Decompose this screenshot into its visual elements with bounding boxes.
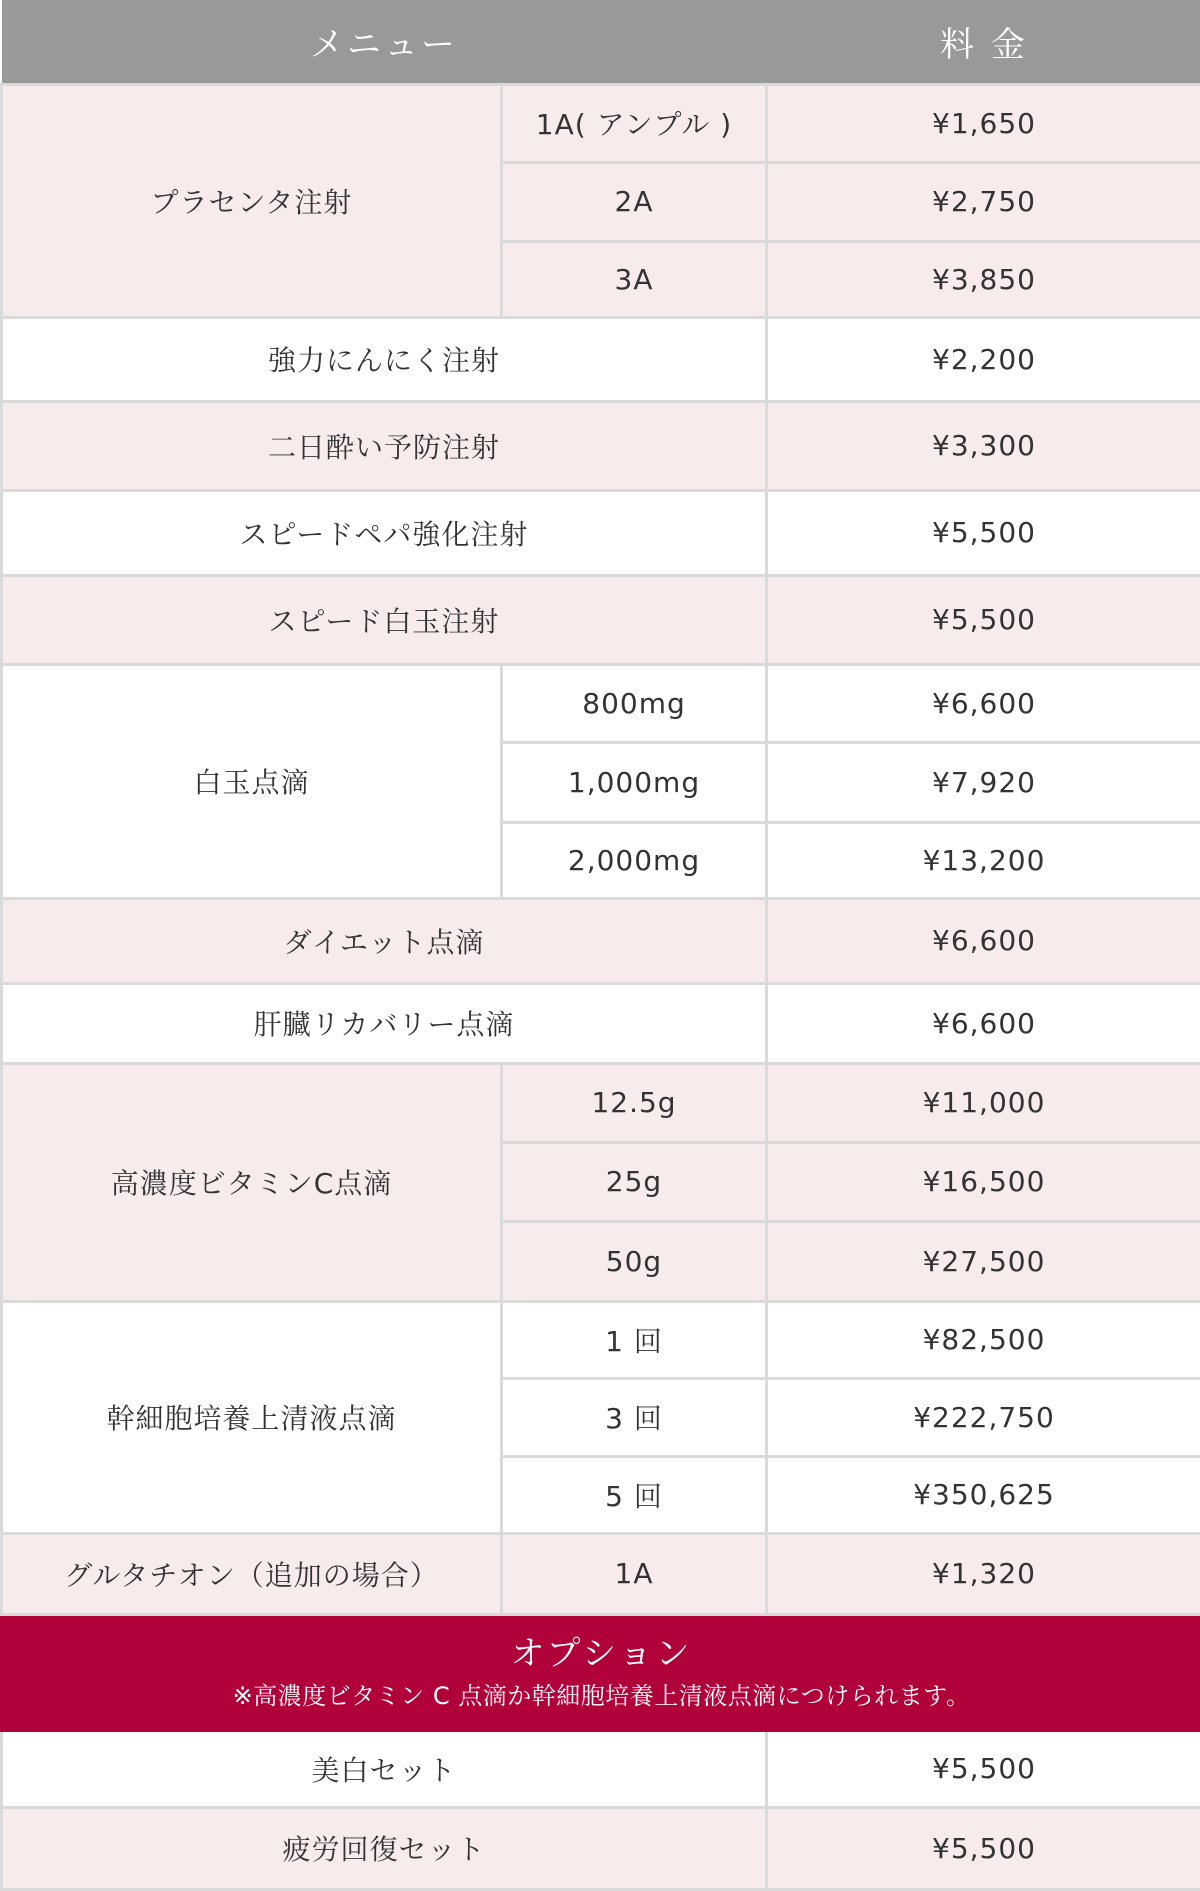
- table-row: [2, 983, 1200, 1063]
- price-cell: ¥7,920: [767, 742, 1200, 822]
- quantity-cell: 2A: [502, 162, 767, 241]
- price-cell: ¥5,500: [767, 490, 1200, 575]
- quantity-cell: 1A( アンプル ): [502, 84, 767, 162]
- quantity-cell: 800mg: [502, 664, 767, 742]
- price-cell: ¥27,500: [767, 1221, 1200, 1301]
- menu-name-pepa: スピードペパ強化注射: [2, 490, 767, 575]
- option-cell: [2, 1614, 1200, 1730]
- option-title: オプション: [3, 1633, 1200, 1676]
- table-row: [2, 1301, 1200, 1378]
- table-row: [2, 84, 1200, 162]
- price-cell: ¥350,625: [767, 1456, 1200, 1533]
- table-row: [2, 575, 1200, 664]
- price-cell: ¥1,320: [767, 1533, 1200, 1614]
- menu-name-diet: ダイエット点滴: [2, 898, 767, 983]
- price-cell: ¥13,200: [767, 822, 1200, 898]
- quantity-cell: 1 回: [502, 1301, 767, 1378]
- option-note: ※高濃度ビタミン C 点滴か幹細胞培養上清液点滴につけられます。: [3, 1681, 1200, 1711]
- menu-name-whitening-set: 美白セット: [2, 1730, 767, 1807]
- menu-name-glutathione: グルタチオン（追加の場合）: [2, 1533, 502, 1614]
- price-cell: ¥222,750: [767, 1378, 1200, 1456]
- price-cell: ¥6,600: [767, 898, 1200, 983]
- menu-name-vitamin-c: 高濃度ビタミンC点滴: [2, 1063, 502, 1301]
- option-banner: [2, 1614, 1200, 1730]
- price-cell: ¥11,000: [767, 1063, 1200, 1142]
- menu-name-garlic: 強力にんにく注射: [2, 317, 767, 401]
- table-row: [2, 317, 1200, 401]
- quantity-cell: 12.5g: [502, 1063, 767, 1142]
- table-header: [2, 0, 1200, 84]
- table-row: [2, 490, 1200, 575]
- menu-name-hangover: 二日酔い予防注射: [2, 401, 767, 490]
- table-row: [2, 1063, 1200, 1142]
- menu-name-liver: 肝臓リカバリー点滴: [2, 983, 767, 1063]
- menu-name-fatigue-set: 疲労回復セット: [2, 1807, 767, 1889]
- price-cell: ¥6,600: [767, 664, 1200, 742]
- quantity-cell: 1A: [502, 1533, 767, 1614]
- quantity-cell: 50g: [502, 1221, 767, 1301]
- price-cell: ¥5,500: [767, 575, 1200, 664]
- price-cell: ¥1,650: [767, 84, 1200, 162]
- table-row: [2, 1730, 1200, 1807]
- menu-name-shiratama-drip: 白玉点滴: [2, 664, 502, 898]
- price-cell: ¥82,500: [767, 1301, 1200, 1378]
- quantity-cell: 1,000mg: [502, 742, 767, 822]
- quantity-cell: 3 回: [502, 1378, 767, 1456]
- price-cell: ¥5,500: [767, 1807, 1200, 1889]
- menu-name-shiratama-injection: スピード白玉注射: [2, 575, 767, 664]
- menu-name-placenta: プラセンタ注射: [2, 84, 502, 317]
- table-row: [2, 664, 1200, 742]
- menu-name-stem-cell: 幹細胞培養上清液点滴: [2, 1301, 502, 1533]
- price-cell: ¥3,850: [767, 241, 1200, 317]
- table-row: [2, 401, 1200, 490]
- table-row: [2, 1807, 1200, 1889]
- price-cell: ¥5,500: [767, 1730, 1200, 1807]
- quantity-cell: 2,000mg: [502, 822, 767, 898]
- menu-header: メニュー: [2, 0, 767, 84]
- quantity-cell: 25g: [502, 1142, 767, 1221]
- table-row: [2, 898, 1200, 983]
- quantity-cell: 3A: [502, 241, 767, 317]
- price-header: 料 金: [767, 0, 1200, 84]
- quantity-cell: 5 回: [502, 1456, 767, 1533]
- price-cell: ¥6,600: [767, 983, 1200, 1063]
- price-cell: ¥2,200: [767, 317, 1200, 401]
- price-cell: ¥2,750: [767, 162, 1200, 241]
- price-cell: ¥16,500: [767, 1142, 1200, 1221]
- price-cell: ¥3,300: [767, 401, 1200, 490]
- table-row: [2, 1533, 1200, 1614]
